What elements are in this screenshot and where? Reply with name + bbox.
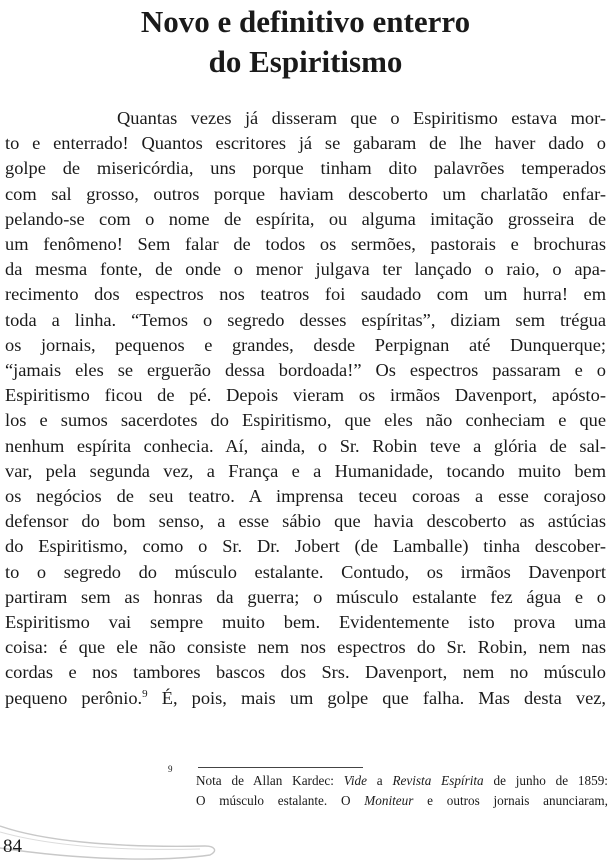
body-line-text: pequeno perônio. bbox=[5, 687, 143, 708]
footnote-divider bbox=[198, 767, 363, 768]
body-line: toda a linha. “Temos o segredo desses espíritas”, diziam sem trégua bbox=[5, 309, 606, 330]
decorative-swoosh-icon bbox=[0, 818, 230, 866]
body-line: var, pela segunda vez, a França e a Humanidade, tocando muito bem bbox=[5, 460, 606, 481]
body-line: os jornais, pequenos e grandes, desde Perpignan até Dunquerque; bbox=[5, 334, 606, 355]
footnote-text: a bbox=[366, 773, 393, 788]
body-line: da mesma fonte, de onde o menor julgava ter lançado o raio, o apa- bbox=[5, 259, 606, 280]
body-line: defensor do bom senso, a esse sábio que havia descoberto as astúcias bbox=[5, 511, 606, 532]
footnote-line bbox=[168, 771, 608, 791]
body-line: partiram sem as honras da guerra; o músculo estalante fez água e o bbox=[5, 586, 606, 607]
body-line: Quantas vezes já disseram que o Espiritismo estava mor- bbox=[117, 108, 606, 128]
footnote-text: e outros jornais anunciaram, bbox=[413, 793, 608, 808]
footnote-italic: Vide bbox=[343, 773, 367, 788]
body-line: nenhum espírita conhecia. Aí, ainda, o Sr. Robin teve a glória de sal- bbox=[5, 435, 606, 456]
footnote-text: de junho de 1859: bbox=[483, 773, 608, 788]
footnote-text: Nota de Allan Kardec: bbox=[196, 773, 344, 788]
body-line: Espiritismo vai sempre muito bem. Evidentemente isto prova uma bbox=[5, 612, 606, 633]
body-line: um fenômeno! Sem falar de todos os sermões, pastorais e brochuras bbox=[5, 234, 606, 255]
body-line: golpe de misericórdia, uns porque tinham dito palavrões temperados bbox=[5, 158, 606, 179]
footnote-italic: Revista Espírita bbox=[392, 773, 484, 788]
title-line-1: Novo e definitivo enterro bbox=[140, 4, 471, 39]
body-line: recimento dos espectros nos teatros foi saudado com um hurra! em bbox=[5, 284, 606, 305]
body-line: os negócios de seu teatro. A imprensa teceu coroas a esse corajoso bbox=[5, 486, 606, 507]
body-line: to o segredo do músculo estalante. Contudo, os irmãos Davenport bbox=[5, 561, 606, 582]
body-line: “jamais eles se erguerão dessa bordoada!” Os espectros passaram e o bbox=[5, 360, 606, 381]
body-line: com sal grosso, outros porque haviam descoberto um charlatão enfar- bbox=[5, 183, 606, 204]
title-line-2: do Espiritismo bbox=[208, 44, 403, 79]
body-line: los e sumos sacerdotes do Espiritismo, que eles não conheciam e que bbox=[5, 410, 606, 431]
page-number: 84 bbox=[3, 836, 22, 857]
footnote-text: O músculo estalante. O bbox=[196, 793, 365, 808]
body-line-last bbox=[5, 686, 606, 711]
body-line: cordas e nos tambores bascos dos Srs. Davenport, nem no músculo bbox=[5, 662, 606, 683]
footnote-italic: Moniteur bbox=[364, 793, 414, 808]
body-line-text: É, pois, mais um golpe que falha. Mas desta vez, bbox=[147, 687, 606, 708]
page-title bbox=[0, 2, 611, 82]
footnote-reference[interactable]: 9 bbox=[142, 687, 148, 700]
body-line: pelando-se com o nome de espírita, ou alguma imitação grosseira de bbox=[5, 208, 606, 229]
body-line: coisa: é que ele não consiste nem nos espectros do Sr. Robin, nem nas bbox=[5, 637, 606, 658]
body-line: do Espiritismo, como o Sr. Dr. Jobert (de Lamballe) tinha descober- bbox=[5, 536, 606, 557]
footnote: 9 Nota de Allan Kardec: Vide a Revista Espírita de junho de 1859: O músculo estalante. O Moniteur e outros jornais anunciaram, bbox=[168, 771, 608, 811]
body-line: to e enterrado! Quantos escritores já se gabaram de lhe haver dado o bbox=[5, 133, 606, 154]
footnote-line bbox=[168, 791, 608, 811]
body-line: Espiritismo ficou de pé. Depois vieram os irmãos Davenport, apósto- bbox=[5, 385, 606, 406]
body-text bbox=[5, 106, 606, 711]
